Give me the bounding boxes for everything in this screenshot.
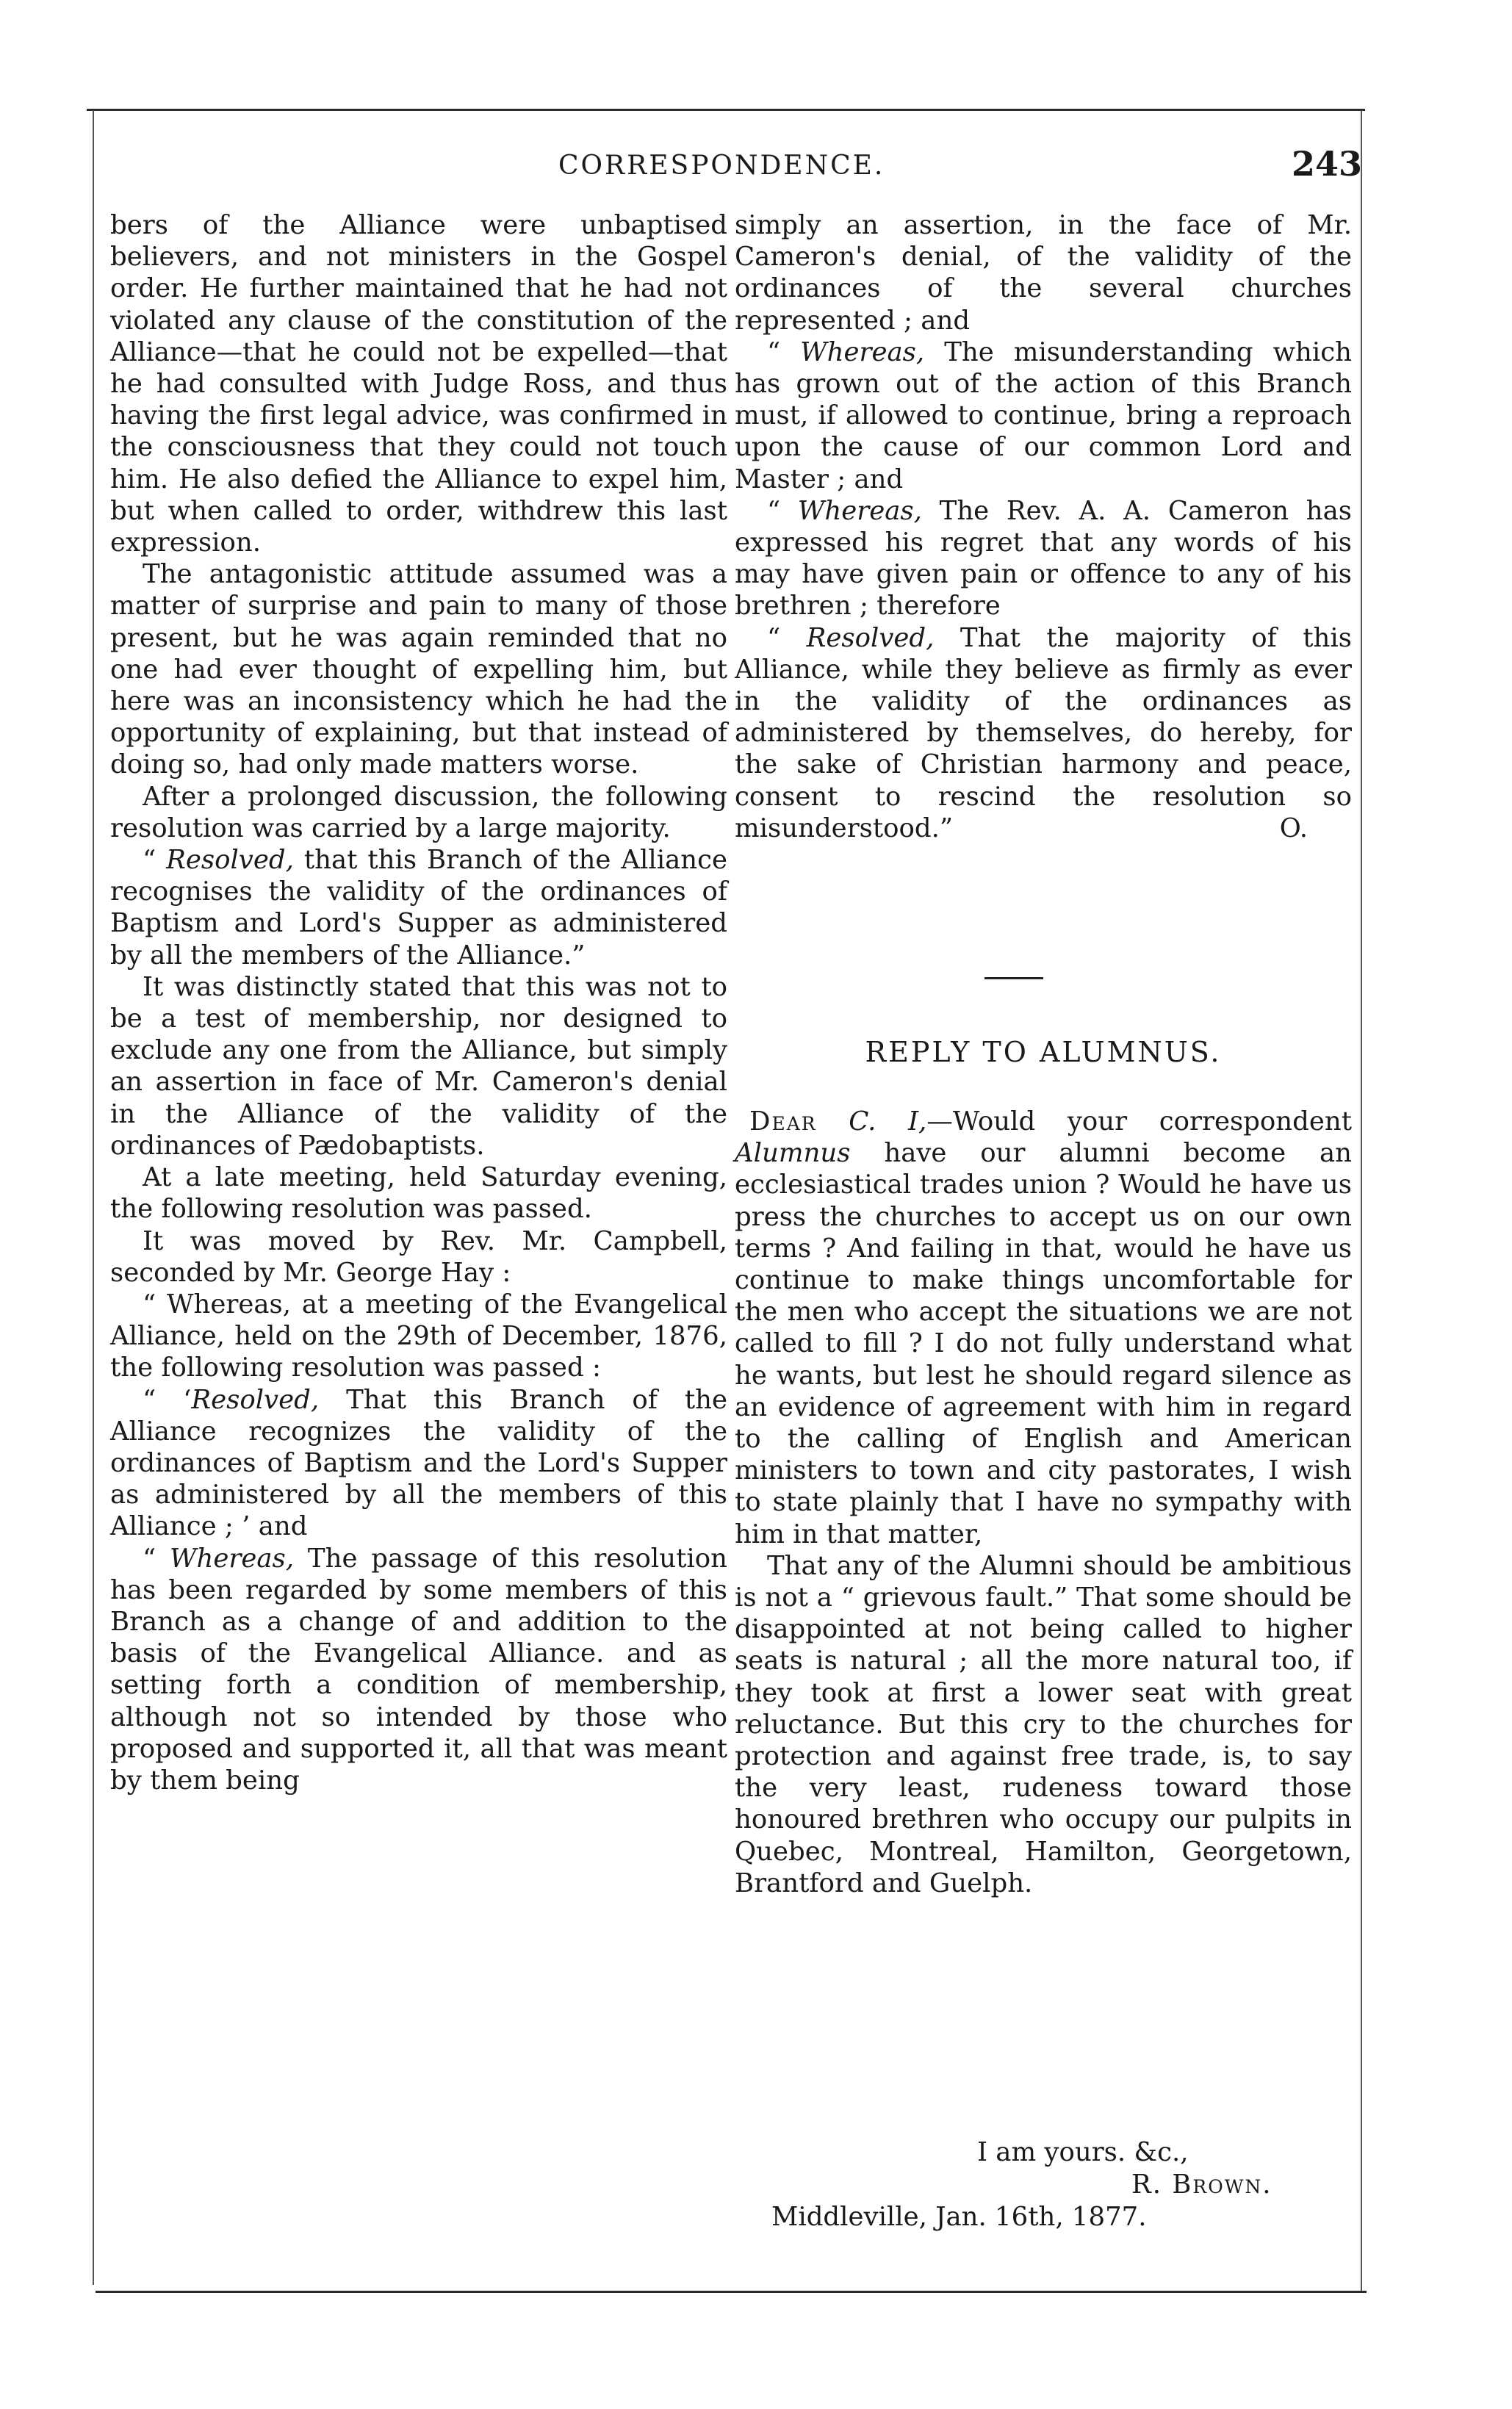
right-column [735,209,1352,844]
whereas-paragraph: “ Whereas, at a meeting of the Evangelical Alliance, held on the 29th of December, 1876, the following resolution was passed : [110,1289,727,1383]
signature-initial: O. [1279,813,1308,843]
resolution-paragraph: “ ‘Resolved, That this Branch of the Alliance recognizes the validity of the ordinances of Baptism and the Lord's Supper as administered by all the members of this Alliance ; ’ and [110,1384,727,1542]
paragraph: At a late meeting, held Saturday evening, the following resolution was passed. [110,1162,727,1225]
letter-paragraph: That any of the Alumni should be ambitious is not a “ grievous fault.” That some should be disappointed at not being called to higher seats is natural ; all the more natural too, if they took at first a lower seat with great reluctance. But this cry to the churches for protection and against free trade, is, to say the very least, rudeness toward those honoured brethren who occupy our pulpits in Quebec, Montreal, Hamilton, Georgetown, Brantford and Guelph. [735,1550,1352,1898]
reply-letter [735,1106,1352,1899]
signature: R. Brown. [1131,2169,1272,2200]
closing-line: I am yours. &c., [977,2137,1189,2167]
left-column [110,209,727,1796]
whereas-paragraph: “ Whereas, The passage of this resolution has been regarded by some members of this Branch as a change of and addition to the basis of the Evangelical Alliance. and as setting forth a condition of membership, although not so intended by those who proposed and supported it, all that was meant by them being [110,1543,727,1796]
paragraph: It was moved by Rev. Mr. Campbell, seconded by Mr. George Hay : [110,1225,727,1288]
top-rule [87,109,1365,111]
running-head: CORRESPONDENCE. [558,151,885,181]
salutation: Dear [749,1106,817,1137]
paragraph: bers of the Alliance were unbaptised believers, and not ministers in the Gospel order. He further maintained that he had not violated any clause of the constitution of the Alliance—that he could not be expelled—that he had consulted with Judge Ross, and thus having the first legal advice, was confirmed in the consciousness that they could not touch him. He also defied the Alliance to expel him, but when called to order, withdrew this last expression. [110,210,727,558]
bottom-rule [96,2291,1367,2293]
left-page-edge [93,110,94,2285]
paragraph: simply an assertion, in the face of Mr. Cameron's denial, of the validity of the ordinances of the several churches represented ; and [735,210,1352,336]
right-page-edge [1361,110,1362,2292]
place-date: Middleville, Jan. 16th, 1877. [771,2202,1147,2232]
paragraph: The antagonistic attitude assumed was a matter of surprise and pain to many of those present, but he was again reminded that no one had ever thought of expelling him, but here was an inconsistency which he had the opportunity of explaining, but that instead of doing so, had only made matters worse. [110,559,727,780]
section-divider [984,977,1043,979]
letter-closing [735,2136,1352,2233]
whereas-paragraph: “ Whereas, The misunderstanding which has grown out of the action of this Branch must, if allowed to continue, bring a reproach upon the cause of our common Lord and Master ; and [735,336,1352,494]
resolution-paragraph: “ Resolved, that this Branch of the Alliance recognises the validity of the ordinances of Baptism and Lord's Supper as administered by all the members of the Alliance.” [110,845,727,971]
paragraph: After a prolonged discussion, the following resolution was carried by a large majority. [110,781,727,843]
letter-paragraph: Dear C. I,—Would your correspondent Alumnus have our alumni become an ecclesiastical trades union ? Would he have us press the churches to accept us on our own terms ? And failing in that, would he have us continue to make things uncomfortable for the men who accept the situations we are not called to fill ? I do not fully understand what he wants, but lest he should regard silence as an evidence of agreement with him in regard to the calling of English and American ministers to town and city pastorates, I wish to state plainly that I have no sympathy with him in that matter, [735,1106,1352,1549]
resolution-paragraph: “ Resolved, That the majority of this Alliance, while they believe as firmly as ever in the validity of the ordinances as administered by themselves, do hereby, for the sake of Christian harmony and peace, consent to rescind the resolution so misunderstood.” O. [735,622,1352,843]
salutation-name: C. I, [816,1106,927,1137]
whereas-paragraph: “ Whereas, The Rev. A. A. Cameron has expressed his regret that any words of his may have given pain or offence to any of his brethren ; therefore [735,495,1353,622]
section-title: REPLY TO ALUMNUS. [865,1036,1222,1068]
paragraph: It was distinctly stated that this was not to be a test of membership, nor designed to exclude any one from the Alliance, but simply an assertion in face of Mr. Cameron's denial in the Alliance of the validity of the ordinances of Pædobaptists. [110,971,727,1161]
page-number: 243 [1292,144,1363,184]
